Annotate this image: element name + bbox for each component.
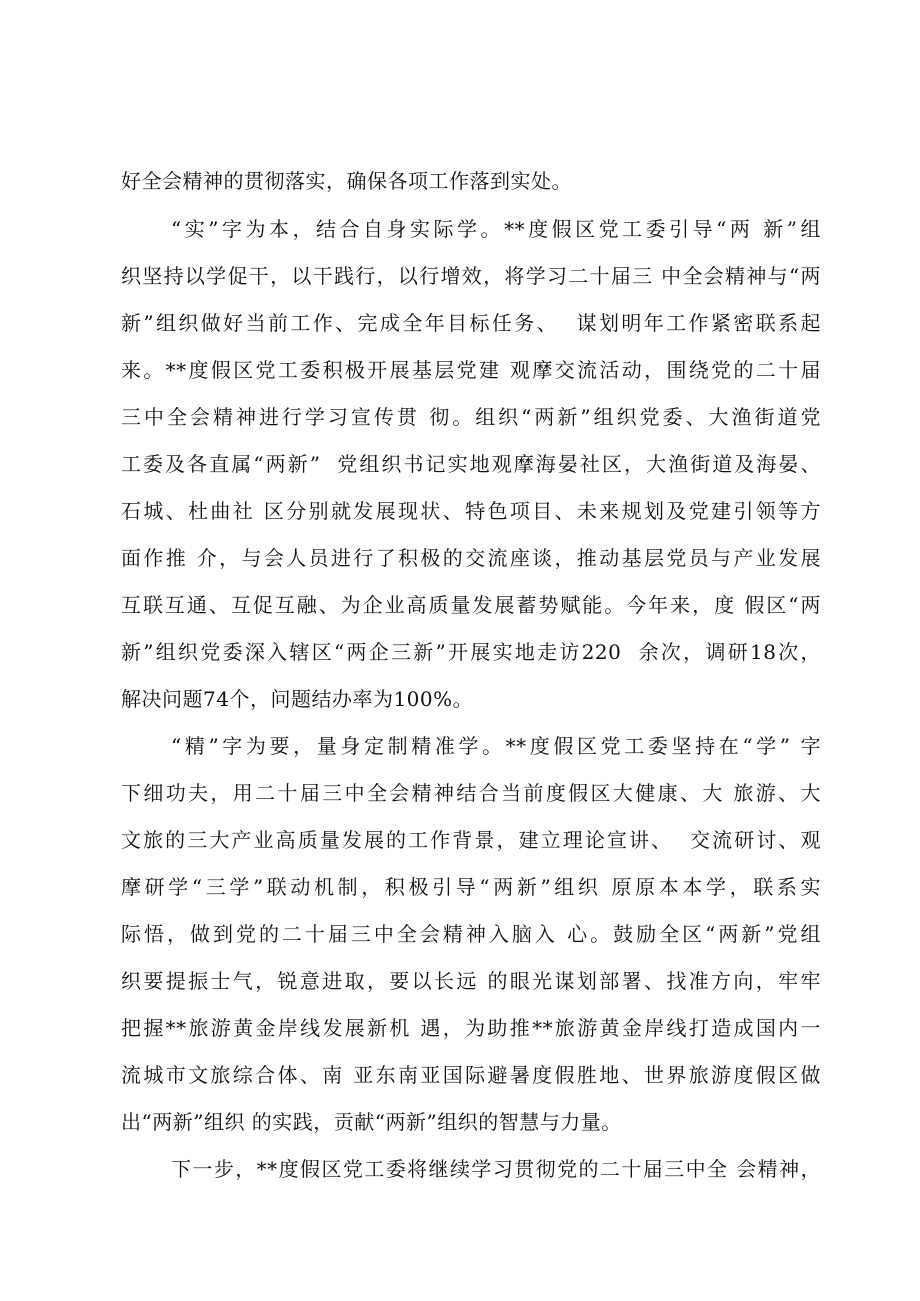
text-line: 摩研学“三学”联动机制，积极引导“两新”组织 原原本本学，联系实: [121, 875, 821, 899]
text-line: 把握**旅游黄金岸线发展新机 遇，为助推**旅游黄金岸线打造成国内一: [121, 1016, 821, 1040]
text-line: 际悟，做到党的二十届三中全会精神入脑入 心。鼓励全区“两新”党组: [121, 922, 821, 946]
text-line: 工委及各直属“两新” 党组织书记实地观摩海晏社区，大渔街道及海晏、: [121, 452, 821, 476]
paragraph-start-line: “实”字为本，结合自身实际学。**度假区党工委引导“两 新”组: [171, 217, 821, 241]
text-line: 三中全会精神进行学习宣传贯 彻。组织“两新”组织党委、大渔街道党: [121, 405, 821, 429]
text-line: 互联互通、互促互融、为企业高质量发展蓄势赋能。今年来，度 假区“两: [121, 593, 821, 617]
text-line: 流城市文旅综合体、南 亚东南亚国际避暑度假胜地、世界旅游度假区做: [121, 1063, 821, 1087]
text-line: 来。**度假区党工委积极开展基层党建 观摩交流活动，围绕党的二十届: [121, 358, 821, 382]
text-line: 解决问题74个，问题结办率为100%。: [121, 687, 474, 711]
text-line: 下细功夫，用二十届三中全会精神结合当前度假区大健康、大 旅游、大: [121, 781, 821, 805]
paragraph-start-line: “精”字为要，量身定制精准学。**度假区党工委坚持在“学” 字: [171, 734, 821, 758]
text-line: 石城、杜曲社 区分别就发展现状、特色项目、未来规划及党建引领等方: [121, 499, 821, 523]
text-line: 织坚持以学促干，以干践行，以行增效，将学习二十届三 中全会精神与“两: [121, 264, 821, 288]
text-line: 织要提振士气，锐意进取，要以长远 的眼光谋划部署、找准方向，牢牢: [121, 969, 821, 993]
text-line: 好全会精神的贯彻落实，确保各项工作落到实处。: [121, 169, 572, 193]
paragraph-start-line: 下一步，**度假区党工委将继续学习贯彻党的二十届三中全 会精神，: [171, 1157, 821, 1181]
text-line: 面作推 介，与会人员进行了积极的交流座谈，推动基层党员与产业发展: [121, 546, 821, 570]
text-line: 出“两新”组织 的实践，贡献“两新”组织的智慧与力量。: [121, 1110, 622, 1134]
text-line: 文旅的三大产业高质量发展的工作背景，建立理论宣讲、 交流研讨、观: [121, 828, 821, 852]
text-line: 新”组织党委深入辖区“两企三新”开展实地走访220 余次，调研18次，: [121, 640, 821, 664]
text-line: 新”组织做好当前工作、完成全年目标任务、 谋划明年工作紧密联系起: [121, 311, 821, 335]
